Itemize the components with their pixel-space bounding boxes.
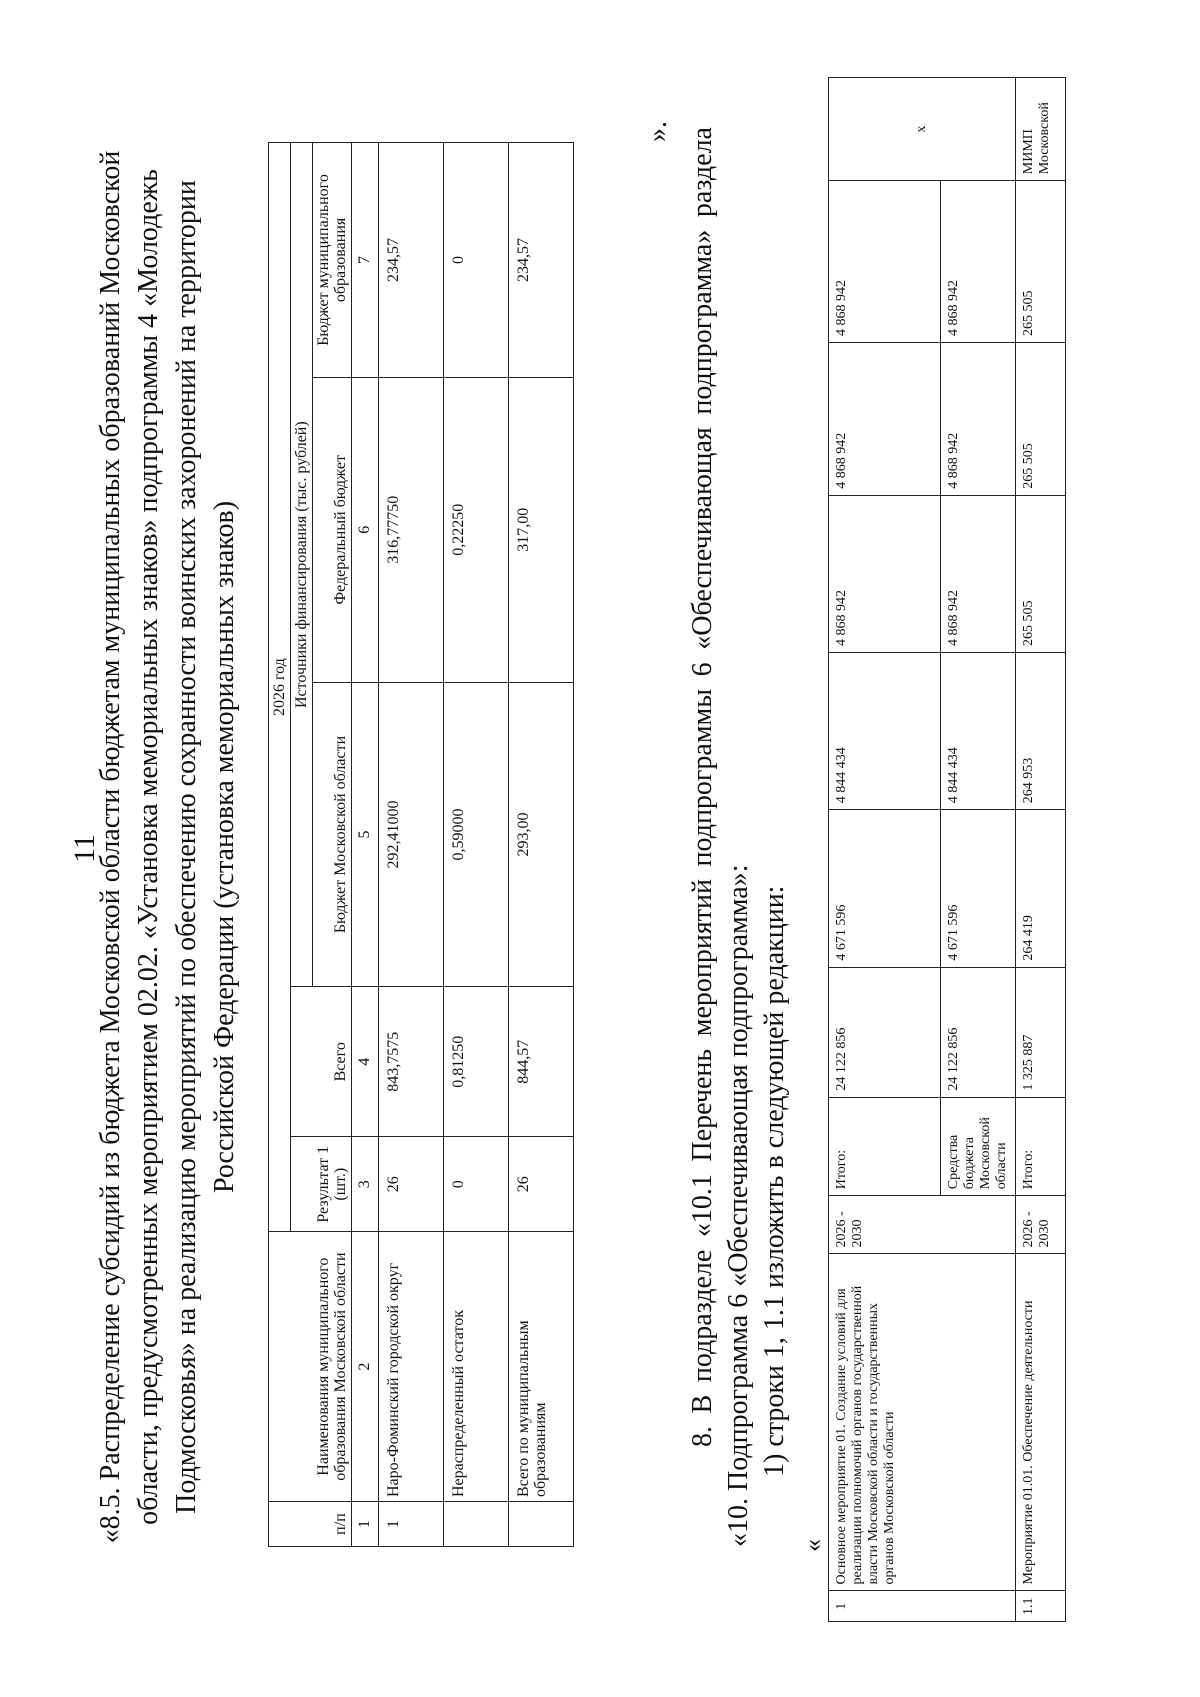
cell-no: 1 <box>379 1502 444 1547</box>
table-row <box>509 143 574 1547</box>
column-number: 3 <box>352 1137 379 1232</box>
cell-result: 0 <box>444 1137 509 1232</box>
cell-total: 0,81250 <box>444 987 509 1137</box>
cell-responsible: МИМП Московской <box>1016 78 1066 181</box>
header-municipality: Наименования муниципального образования Московской области <box>269 1232 352 1502</box>
cell-amount: 4 844 434 <box>829 653 941 810</box>
column-number: 5 <box>352 682 379 987</box>
activities-table <box>828 77 1066 1622</box>
cell-budget-mo: 292,41000 <box>379 682 444 987</box>
cell-total: 844,57 <box>509 987 574 1137</box>
cell-amount: 1 325 887 <box>1016 967 1066 1097</box>
header-budget-mun: Бюджет муниципального образования <box>313 143 352 378</box>
cell-amount: 4 868 942 <box>941 343 1016 496</box>
column-number: 4 <box>352 987 379 1137</box>
cell-no <box>509 1502 574 1547</box>
cell-total: 843,7575 <box>379 987 444 1137</box>
cell-amount: 265 505 <box>1016 343 1066 496</box>
cell-activity-name: Мероприятие 01.01. Обеспечение деятельности <box>1016 1254 1066 1591</box>
page-number: 11 <box>68 834 101 863</box>
cell-budget-mun: 234,57 <box>379 143 444 378</box>
cell-budget-mun: 234,57 <box>509 143 574 378</box>
cell-no: 1 <box>829 1591 1016 1622</box>
cell-no: 1.1 <box>1016 1591 1066 1622</box>
cell-federal: 317,00 <box>509 377 574 682</box>
table-row <box>379 143 444 1547</box>
cell-amount: 264 953 <box>1016 653 1066 810</box>
header-result: Результат 1 (шт.) <box>291 1137 352 1232</box>
cell-amount: 4 671 596 <box>941 810 1016 967</box>
header-total: Всего <box>291 987 352 1137</box>
cell-municipality: Нераспределенный остаток <box>444 1232 509 1502</box>
item-1-paragraph: 1) строки 1, 1.1 изложить в следующей редакции: <box>759 885 790 1477</box>
cell-period: 2026 - 2030 <box>829 1196 1016 1254</box>
column-numbers-row <box>352 143 379 1547</box>
cell-amount: 4 868 942 <box>941 495 1016 652</box>
column-number: 1 <box>352 1502 379 1547</box>
opening-quote: « <box>798 1539 827 1552</box>
table-row <box>444 143 509 1547</box>
cell-funding-source: Средства бюджета Московской области <box>941 1097 1016 1196</box>
column-number: 7 <box>352 143 379 378</box>
subsidy-distribution-table <box>268 142 574 1547</box>
cell-funding-source: Итого: <box>1016 1097 1066 1196</box>
cell-federal: 316,77750 <box>379 377 444 682</box>
cell-budget-mo: 293,00 <box>509 682 574 987</box>
cell-no <box>444 1502 509 1547</box>
section-8-5-title: «8.5. Распределение субсидий из бюджета Московской области бюджетам муниципальных образований Московской области, предусмотренных мероприятием 02.02. «Установка мемориальных знаков» подпрограммы 4 «Молодежь Подмосковья» на реализацию мероприятий по обеспечению сохранности воинских захоронений на территории Российской Федерации (установка мемориальных знаков) <box>95 150 240 1544</box>
header-federal: Федеральный бюджет <box>313 377 352 682</box>
cell-result: 26 <box>379 1137 444 1232</box>
cell-budget-mo: 0,59000 <box>444 682 509 987</box>
cell-amount: 265 505 <box>1016 495 1066 652</box>
header-year: 2026 год <box>269 143 291 1232</box>
cell-responsible: х <box>829 78 1016 181</box>
cell-amount: 4 868 942 <box>941 181 1016 343</box>
header-sources: Источники финансирования (тыс. рублей) <box>291 143 313 987</box>
cell-federal: 0,22250 <box>444 377 509 682</box>
cell-budget-mun: 0 <box>444 143 509 378</box>
cell-result: 26 <box>509 1137 574 1232</box>
cell-municipality: Всего по муниципальным образованиям <box>509 1232 574 1502</box>
cell-amount: 4 671 596 <box>829 810 941 967</box>
cell-amount: 265 505 <box>1016 181 1066 343</box>
cell-municipality: Наро-Фоминский городской округ <box>379 1232 444 1502</box>
cell-amount: 24 122 856 <box>941 967 1016 1097</box>
section-8-paragraph: 8. В подразделе «10.1 Перечень мероприятий подпрограммы 6 «Обеспечивающая подпрограмма» раздела «10. Подпрограмма 6 «Обеспечивающая подпрограмма»: <box>687 127 754 1547</box>
header-no: п/п <box>269 1502 352 1547</box>
cell-amount: 4 868 942 <box>829 343 941 496</box>
cell-funding-source: Итого: <box>829 1097 941 1196</box>
cell-amount: 264 419 <box>1016 810 1066 967</box>
table-row <box>829 78 941 1622</box>
cell-amount: 24 122 856 <box>829 967 941 1097</box>
cell-amount: 4 868 942 <box>829 495 941 652</box>
column-number: 6 <box>352 377 379 682</box>
cell-amount: 4 868 942 <box>829 181 941 343</box>
header-budget-mo: Бюджет Московской области <box>313 682 352 987</box>
table-closing-quote: ». <box>642 121 673 142</box>
cell-period: 2026 - 2030 <box>1016 1196 1066 1254</box>
table-row <box>1016 78 1066 1622</box>
column-number: 2 <box>352 1232 379 1502</box>
cell-amount: 4 844 434 <box>941 653 1016 810</box>
cell-activity-name: Основное мероприятие 01. Создание условий для реализации полномочий органов государственной власти Московской области и государственных органов Московской области <box>829 1254 1016 1591</box>
